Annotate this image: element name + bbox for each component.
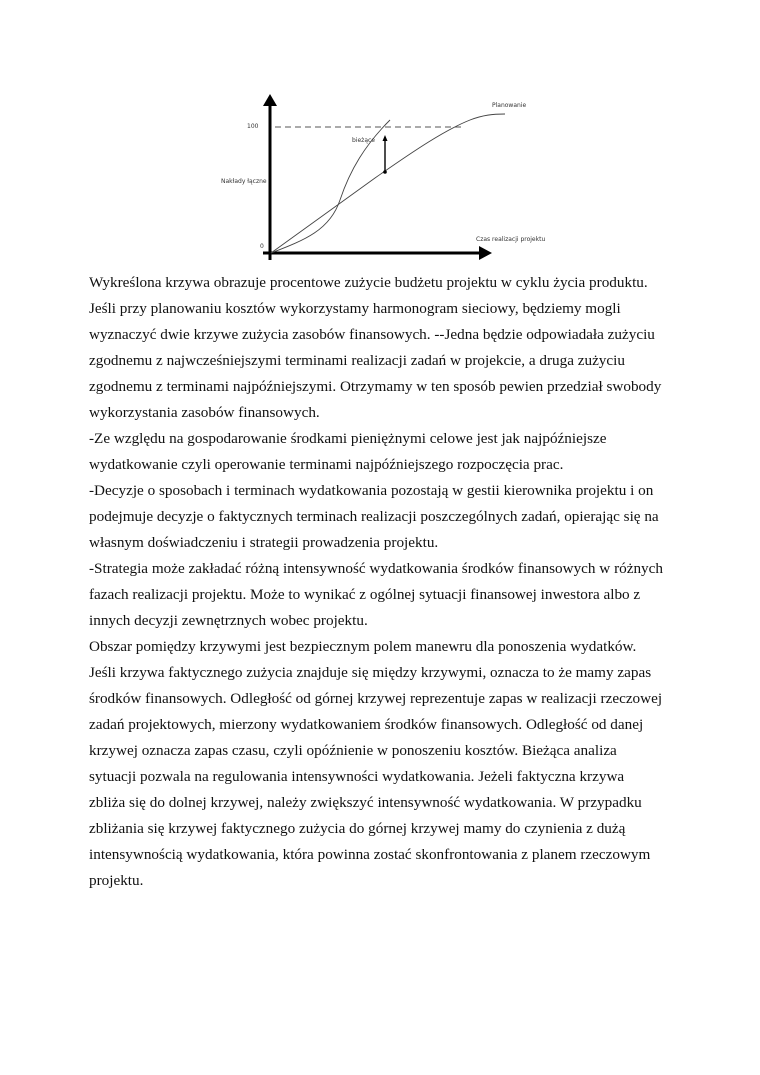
y-axis-label: Nakłady łączne	[221, 178, 267, 185]
text-line: środków finansowych. Odległość od górnej krzywej reprezentuje zapas w realizacji rzeczowej	[89, 690, 663, 707]
x-axis-label: Czas realizacji projektu	[476, 236, 546, 243]
text-line: zadań projektowych, mierzony wydatkowaniem środków finansowych. Odległość od danej	[89, 716, 644, 733]
text-line: zgodnemu z najwcześniejszymi terminami realizacji zadań w projekcie, a druga zużyciu	[89, 352, 625, 369]
text-line: zgodnemu z terminami najpóźniejszymi. Otrzymamy w ten sposób pewien przedział swobody	[89, 378, 662, 395]
text-line: Obszar pomiędzy krzywymi jest bezpiecznym polem manewru dla ponoszenia wydatków.	[89, 638, 637, 655]
text-line: zbliżania się krzywej faktycznego zużycia do górnej krzywej mamy do czynienia z dużą	[89, 820, 626, 837]
y-tick-100: 100	[247, 123, 259, 130]
text-line: wyznaczyć dwie krzywe zużycia zasobów finansowych. --Jedna będzie odpowiadała zużyciu	[89, 326, 655, 343]
text-line: wydatkowanie czyli operowanie terminami najpóźniejszego rozpoczęcia prac.	[89, 456, 564, 473]
text-line: Jeśli przy planowaniu kosztów wykorzystamy harmonogram sieciowy, będziemy mogli	[89, 300, 621, 317]
text-line: Wykreślona krzywa obrazuje procentowe zużycie budżetu projektu w cyklu życia produktu.	[89, 274, 648, 291]
text-line: wykorzystania zasobów finansowych.	[89, 404, 320, 421]
text-line: krzywej oznacza zapas czasu, czyli opóźnienie w ponoszeniu kosztów. Bieżąca analiza	[89, 742, 617, 759]
text-line: zbliża się do dolnej krzywej, należy zwiększyć intensywność wydatkowania. W przypadku	[89, 794, 642, 811]
budget-curve-figure	[215, 90, 565, 265]
actual-curve-label: bieżące	[352, 137, 375, 144]
text-line: intensywnością wydatkowania, która powinna zostać skonfrontowania z planem rzeczowym	[89, 846, 651, 863]
text-line: -Ze względu na gospodarowanie środkami pieniężnymi celowe jest jak najpóźniejsze	[89, 430, 607, 447]
body-text	[89, 270, 689, 894]
text-line: podejmuje decyzje o faktycznych terminach realizacji poszczególnych zadań, opierając się na	[89, 508, 659, 525]
y-axis-arrow-icon	[263, 94, 277, 106]
planned-curve-label: Planowanie	[492, 102, 527, 109]
text-line: własnym doświadczeniu i strategii prowadzenia projektu.	[89, 534, 439, 551]
y-tick-0: 0	[260, 243, 264, 250]
text-line: -Strategia może zakładać różną intensywność wydatkowania środków finansowych w różnych	[89, 560, 663, 577]
text-line: fazach realizacji projektu. Może to wynikać z ogólnej sytuacji finansowej inwestora albo z	[89, 586, 641, 603]
x-axis-arrow-icon	[479, 246, 492, 260]
text-line: projektu.	[89, 872, 144, 889]
text-line: innych decyzji zewnętrznych wobec projektu.	[89, 612, 368, 629]
text-line: Jeśli krzywa faktycznego zużycia znajduje się między krzywymi, oznacza to że mamy zapas	[89, 664, 652, 681]
text-line: -Decyzje o sposobach i terminach wydatkowania pozostają w gestii kierownika projektu i on	[89, 482, 654, 499]
text-line: sytuacji pozwala na regulowania intensywności wydatkowania. Jeżeli faktyczna krzywa	[89, 768, 625, 785]
